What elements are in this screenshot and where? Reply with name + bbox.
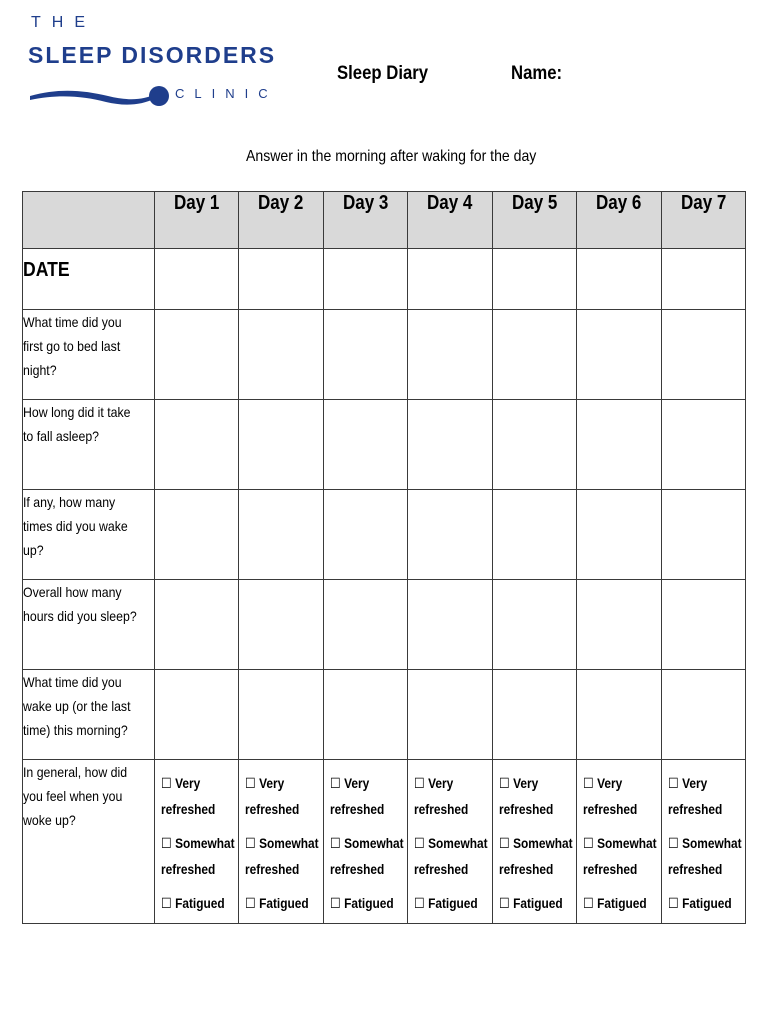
- feel-options: [324, 760, 407, 916]
- logo-moon-icon: [149, 86, 169, 106]
- answer-cell[interactable]: [577, 580, 661, 670]
- option-somewhat-refreshed[interactable]: [329, 830, 404, 856]
- answer-cell[interactable]: [323, 249, 407, 310]
- option-fatigued-label: Fatigued: [597, 895, 647, 911]
- checkbox-icon[interactable]: ☐: [329, 895, 341, 911]
- option-refreshed-label: refreshed: [414, 801, 469, 817]
- feel-options: [662, 760, 745, 916]
- feel-options-day-1: [155, 760, 239, 924]
- answer-cell[interactable]: [492, 249, 576, 310]
- answer-cell[interactable]: [323, 580, 407, 670]
- option-very-label: Very: [512, 775, 538, 791]
- option-very-refreshed[interactable]: [414, 770, 480, 796]
- checkbox-icon[interactable]: ☐: [329, 835, 341, 851]
- day-2-header: Day 2: [239, 192, 323, 249]
- feel-row: [23, 760, 746, 924]
- question-wake-count: If any, how many times did you wake up?: [23, 490, 155, 580]
- answer-cell[interactable]: [661, 310, 745, 400]
- day-3-header: Day 3: [323, 192, 407, 249]
- checkbox-icon[interactable]: ☐: [498, 835, 510, 851]
- feel-options: [408, 760, 491, 916]
- header-row: [23, 192, 746, 249]
- logo-the-text: THE: [31, 14, 96, 31]
- answer-cell[interactable]: [577, 490, 661, 580]
- option-fatigued[interactable]: [668, 890, 734, 916]
- feel-options-day-2: [239, 760, 323, 924]
- answer-cell[interactable]: [661, 490, 745, 580]
- feel-options-day-6: [577, 760, 661, 924]
- option-fatigued[interactable]: [583, 890, 649, 916]
- option-fatigued[interactable]: [245, 890, 311, 916]
- checkbox-icon[interactable]: ☐: [583, 835, 594, 851]
- answer-cell[interactable]: [323, 400, 407, 490]
- answer-cell[interactable]: [408, 249, 492, 310]
- hours-slept-row: [23, 580, 746, 670]
- checkbox-icon[interactable]: ☐: [245, 895, 257, 911]
- option-refreshed-label: refreshed: [161, 861, 216, 877]
- option-somewhat-label: Somewhat: [681, 835, 742, 851]
- option-somewhat-refreshed[interactable]: [161, 830, 235, 856]
- checkbox-icon[interactable]: ☐: [414, 835, 425, 851]
- feel-options: [155, 760, 238, 916]
- logo-clinic-text: CLINIC: [175, 86, 278, 101]
- option-fatigued-label: Fatigued: [259, 895, 310, 911]
- option-very-refreshed[interactable]: [330, 770, 396, 796]
- checkbox-icon[interactable]: ☐: [161, 835, 172, 851]
- document-title: Sleep Diary: [337, 63, 429, 84]
- logo-main-text: SLEEP DISORDERS: [28, 42, 277, 68]
- answer-cell[interactable]: [408, 490, 492, 580]
- feel-options-day-7: [661, 760, 745, 924]
- option-refreshed-label: refreshed: [245, 801, 300, 817]
- option-somewhat-label: Somewhat: [175, 835, 235, 851]
- option-somewhat-label: Somewhat: [597, 835, 657, 851]
- option-somewhat-refreshed[interactable]: [498, 830, 573, 856]
- checkbox-icon[interactable]: ☐: [498, 895, 510, 911]
- checkbox-icon[interactable]: ☐: [161, 895, 172, 911]
- sleep-diary-table: [22, 191, 746, 924]
- answer-cell[interactable]: [155, 400, 239, 490]
- checkbox-icon[interactable]: ☐: [245, 835, 257, 851]
- corner-cell: [23, 192, 155, 249]
- answer-cell[interactable]: [577, 400, 661, 490]
- option-refreshed-label: refreshed: [161, 801, 216, 817]
- option-refreshed-label: refreshed: [667, 801, 722, 817]
- option-fatigued[interactable]: [161, 890, 227, 916]
- name-label: Name:: [511, 63, 563, 84]
- answer-cell[interactable]: [323, 490, 407, 580]
- day-4-header: Day 4: [408, 192, 492, 249]
- feel-options: [493, 760, 576, 916]
- option-very-label: Very: [343, 775, 370, 791]
- answer-cell[interactable]: [492, 310, 576, 400]
- answer-cell[interactable]: [155, 490, 239, 580]
- checkbox-icon[interactable]: ☐: [161, 775, 172, 791]
- option-somewhat-refreshed[interactable]: [583, 830, 657, 856]
- answer-cell[interactable]: [239, 400, 323, 490]
- checkbox-icon[interactable]: ☐: [667, 895, 679, 911]
- checkbox-icon[interactable]: ☐: [414, 775, 425, 791]
- option-very-refreshed[interactable]: [499, 770, 565, 796]
- answer-cell[interactable]: [155, 580, 239, 670]
- answer-cell[interactable]: [239, 490, 323, 580]
- answer-cell[interactable]: [323, 670, 407, 760]
- day-1-header: Day 1: [155, 192, 239, 249]
- answer-cell[interactable]: [492, 490, 576, 580]
- option-fatigued-label: Fatigued: [681, 895, 732, 911]
- feel-options-day-5: [492, 760, 576, 924]
- answer-cell[interactable]: [323, 310, 407, 400]
- fall-asleep-row: [23, 400, 746, 490]
- date-label: DATE: [23, 249, 155, 310]
- option-somewhat-label: Somewhat: [512, 835, 573, 851]
- instructions-text: Answer in the morning after waking for the day: [246, 148, 537, 165]
- answer-cell[interactable]: [577, 249, 661, 310]
- question-bed-time: What time did you first go to bed last night?: [23, 310, 155, 400]
- answer-cell[interactable]: [155, 249, 239, 310]
- option-refreshed-label: refreshed: [583, 801, 638, 817]
- checkbox-icon[interactable]: ☐: [329, 775, 341, 791]
- option-very-refreshed[interactable]: [161, 770, 227, 796]
- option-very-label: Very: [259, 775, 285, 791]
- checkbox-icon[interactable]: ☐: [583, 895, 594, 911]
- option-refreshed-label: refreshed: [414, 861, 469, 877]
- checkbox-icon[interactable]: ☐: [414, 895, 425, 911]
- wake-count-row: [23, 490, 746, 580]
- checkbox-icon[interactable]: ☐: [498, 775, 510, 791]
- question-feel: In general, how did you feel when you woke up?: [23, 760, 155, 924]
- option-somewhat-label: Somewhat: [343, 835, 404, 851]
- feel-options-day-4: [408, 760, 492, 924]
- answer-cell[interactable]: [239, 580, 323, 670]
- answer-cell[interactable]: [492, 580, 576, 670]
- option-refreshed-label: refreshed: [667, 861, 722, 877]
- option-very-refreshed[interactable]: [245, 770, 311, 796]
- wake-time-row: [23, 670, 746, 760]
- option-very-label: Very: [681, 775, 707, 791]
- answer-cell[interactable]: [492, 400, 576, 490]
- answer-cell[interactable]: [577, 670, 661, 760]
- question-wake-time: What time did you wake up (or the last time) this morning?: [23, 670, 155, 760]
- answer-cell[interactable]: [408, 310, 492, 400]
- clinic-logo: [28, 14, 278, 110]
- option-somewhat-label: Somewhat: [428, 835, 488, 851]
- option-refreshed-label: refreshed: [498, 801, 553, 817]
- feel-options: [577, 760, 660, 916]
- day-7-header: Day 7: [661, 192, 745, 249]
- question-fall-asleep: How long did it take to fall asleep?: [23, 400, 155, 490]
- option-refreshed-label: refreshed: [245, 861, 300, 877]
- checkbox-icon[interactable]: ☐: [667, 775, 679, 791]
- question-hours-slept: Overall how many hours did you sleep?: [23, 580, 155, 670]
- option-somewhat-label: Somewhat: [259, 835, 320, 851]
- answer-cell[interactable]: [408, 670, 492, 760]
- option-somewhat-refreshed[interactable]: [667, 830, 742, 856]
- answer-cell[interactable]: [408, 400, 492, 490]
- option-very-label: Very: [428, 775, 454, 791]
- answer-cell[interactable]: [239, 670, 323, 760]
- answer-cell[interactable]: [155, 670, 239, 760]
- checkbox-icon[interactable]: ☐: [667, 835, 679, 851]
- option-fatigued[interactable]: [330, 890, 396, 916]
- option-refreshed-label: refreshed: [329, 801, 385, 817]
- answer-cell[interactable]: [661, 580, 745, 670]
- answer-cell[interactable]: [661, 400, 745, 490]
- option-very-label: Very: [175, 775, 201, 791]
- answer-cell[interactable]: [239, 310, 323, 400]
- option-very-refreshed[interactable]: [668, 770, 734, 796]
- logo-swoosh-icon: [28, 84, 168, 108]
- option-refreshed-label: refreshed: [329, 861, 385, 877]
- answer-cell[interactable]: [492, 670, 576, 760]
- checkbox-icon[interactable]: ☐: [583, 775, 594, 791]
- option-refreshed-label: refreshed: [498, 861, 553, 877]
- feel-options: [239, 760, 322, 916]
- bed-time-row: [23, 310, 746, 400]
- option-fatigued-label: Fatigued: [175, 895, 225, 911]
- answer-cell[interactable]: [577, 310, 661, 400]
- option-somewhat-refreshed[interactable]: [414, 830, 488, 856]
- option-fatigued-label: Fatigued: [343, 895, 394, 911]
- option-refreshed-label: refreshed: [583, 861, 638, 877]
- day-5-header: Day 5: [492, 192, 576, 249]
- answer-cell[interactable]: [661, 249, 745, 310]
- option-fatigued-label: Fatigued: [428, 895, 478, 911]
- date-row: [23, 249, 746, 310]
- answer-cell[interactable]: [239, 249, 323, 310]
- checkbox-icon[interactable]: ☐: [245, 775, 257, 791]
- feel-options-day-3: [323, 760, 407, 924]
- answer-cell[interactable]: [155, 310, 239, 400]
- answer-cell[interactable]: [661, 670, 745, 760]
- option-very-refreshed[interactable]: [583, 770, 649, 796]
- option-fatigued[interactable]: [414, 890, 480, 916]
- day-6-header: Day 6: [577, 192, 661, 249]
- option-somewhat-refreshed[interactable]: [245, 830, 320, 856]
- option-fatigued[interactable]: [499, 890, 565, 916]
- option-very-label: Very: [597, 775, 623, 791]
- answer-cell[interactable]: [408, 580, 492, 670]
- option-fatigued-label: Fatigued: [512, 895, 563, 911]
